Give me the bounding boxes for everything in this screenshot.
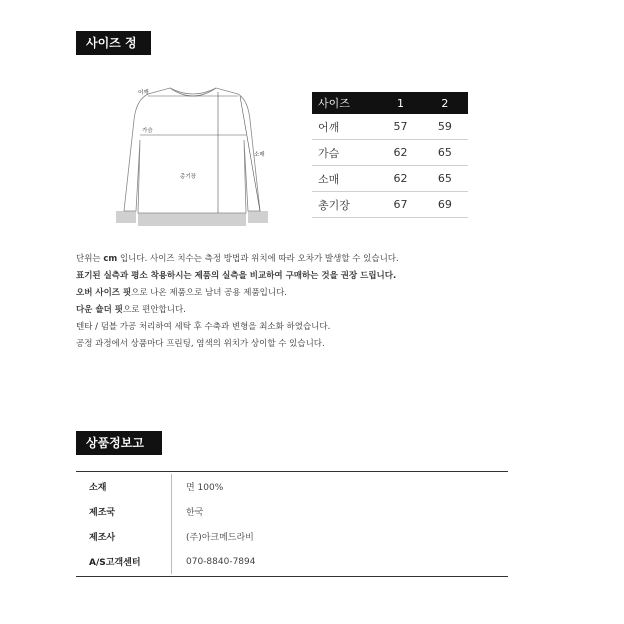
row-value: 65: [422, 140, 468, 166]
info-value: 070-8840-7894: [186, 556, 256, 567]
size-table: [312, 92, 468, 218]
size-notes: [76, 251, 536, 353]
info-key: A/S고객센터: [76, 549, 172, 574]
sweatshirt-outline: [124, 88, 260, 213]
row-value: 57: [379, 114, 421, 140]
info-key: 제조국: [76, 499, 172, 524]
row-label: 소매: [312, 166, 379, 192]
info-value: 한국: [186, 508, 204, 518]
list-item: [76, 549, 508, 574]
table-row: [312, 192, 468, 218]
label-shoulder: 어깨: [138, 90, 149, 96]
header-size-2: 2: [422, 92, 468, 114]
row-label: 총기장: [312, 192, 379, 218]
info-key: 제조사: [76, 524, 172, 549]
size-info-title: 사이즈 정보: [76, 31, 151, 55]
sleeve-rib-left: [116, 211, 136, 223]
row-label: 어깨: [312, 114, 379, 140]
note-drop-shoulder: 다운 숄더 핏으로 편안합니다.: [76, 305, 186, 315]
list-item: [76, 524, 508, 549]
size-table-header: [312, 92, 468, 114]
note-processing: 텐타 / 덤블 가공 처리하여 세탁 후 수축과 변형을 최소화 하였습니다.: [76, 322, 331, 332]
list-item: [76, 474, 508, 499]
sweatshirt-diagram: [108, 80, 278, 230]
note-unit: 단위는 cm 입니다. 사이즈 치수는 측정 방법과 위치에 따라 오차가 발생할 수 있습니다.: [76, 254, 399, 264]
table-row: [312, 114, 468, 140]
row-value: 59: [422, 114, 468, 140]
row-value: 62: [379, 166, 421, 192]
note-compare: 표기된 실측과 평소 착용하시는 제품의 실측을 비교하여 구매하는 것을 권장 드립니다.: [76, 271, 397, 281]
hem-rib: [138, 213, 246, 226]
sleeve-rib-right: [248, 211, 268, 223]
header-size: 사이즈: [312, 92, 379, 114]
row-label: 가슴: [312, 140, 379, 166]
label-length: 총기장: [180, 174, 196, 180]
row-value: 67: [379, 192, 421, 218]
label-chest: 가슴: [142, 128, 153, 134]
header-size-1: 1: [379, 92, 421, 114]
note-print-position: 공정 과정에서 상품마다 프린팅, 염색의 위치가 상이할 수 있습니다.: [76, 339, 325, 349]
label-sleeve: 소매: [254, 152, 265, 158]
product-info-table: [76, 471, 508, 577]
row-value: 69: [422, 192, 468, 218]
row-value: 62: [379, 140, 421, 166]
note-oversize: 오버 사이즈 핏으로 나온 제품으로 남녀 공용 제품입니다.: [76, 288, 287, 298]
info-key: 소재: [76, 474, 172, 499]
product-notice-title: 상품정보고시: [76, 431, 162, 455]
table-row: [312, 140, 468, 166]
info-value: (주)아크메드라비: [186, 533, 254, 543]
info-value: 면 100%: [186, 483, 224, 493]
row-value: 65: [422, 166, 468, 192]
table-row: [312, 166, 468, 192]
list-item: [76, 499, 508, 524]
